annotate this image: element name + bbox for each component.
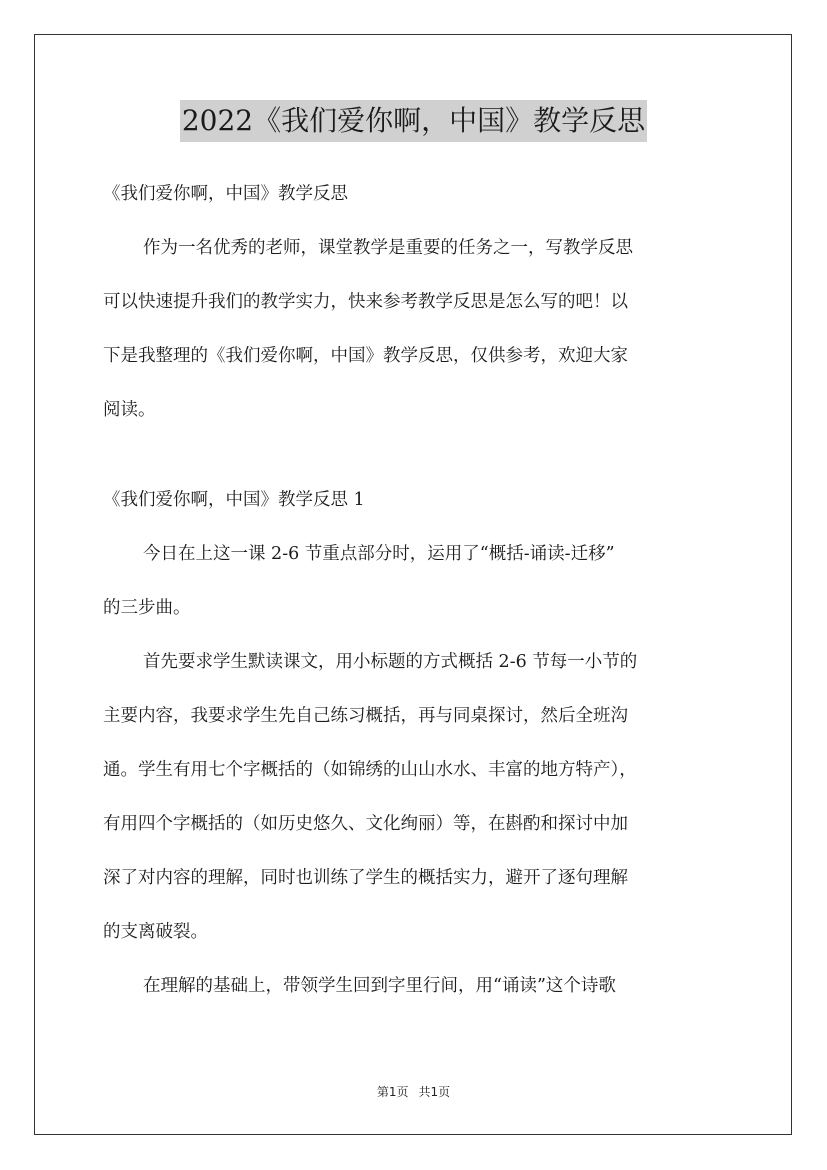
paragraph-line: 的支离破裂。 [103, 922, 208, 942]
intro-line: 阅读。 [103, 400, 156, 420]
paragraph-line: 首先要求学生默读课文，用小标题的方式概括 2-6 节每一小节的 [143, 652, 638, 672]
page-total: 共1页 [418, 1085, 451, 1099]
subtitle: 《我们爱你啊，中国》教学反思 [103, 184, 348, 204]
page-footer [0, 1083, 827, 1100]
page-number: 第1页 [376, 1085, 409, 1099]
intro-line: 作为一名优秀的老师，课堂教学是重要的任务之一，写教学反思 [143, 238, 633, 258]
paragraph-line: 主要内容，我要求学生先自己练习概括，再与同桌探讨，然后全班沟 [103, 706, 628, 726]
paragraph-line: 通。学生有用七个字概括的（如锦绣的山山水水、丰富的地方特产）， [103, 760, 637, 780]
intro-line: 可以快速提升我们的教学实力，快来参考教学反思是怎么写的吧！以 [103, 292, 628, 312]
section-heading: 《我们爱你啊，中国》教学反思 1 [103, 490, 365, 510]
title-container [0, 100, 827, 142]
document-title: 2022《我们爱你啊，中国》教学反思 [180, 100, 647, 142]
paragraph-line: 深了对内容的理解，同时也训练了学生的概括实力，避开了逐句理解 [103, 868, 628, 888]
paragraph-line: 有用四个字概括的（如历史悠久、文化绚丽）等，在斟酌和探讨中加 [103, 814, 628, 834]
paragraph-line: 今日在上这一课 2-6 节重点部分时，运用了“概括-诵读-迁移” [143, 544, 615, 564]
intro-line: 下是我整理的《我们爱你啊，中国》教学反思，仅供参考，欢迎大家 [103, 346, 628, 366]
paragraph-line: 在理解的基础上，带领学生回到字里行间，用“诵读”这个诗歌 [143, 976, 616, 996]
paragraph-line: 的三步曲。 [103, 598, 191, 618]
document-body [103, 176, 725, 1004]
